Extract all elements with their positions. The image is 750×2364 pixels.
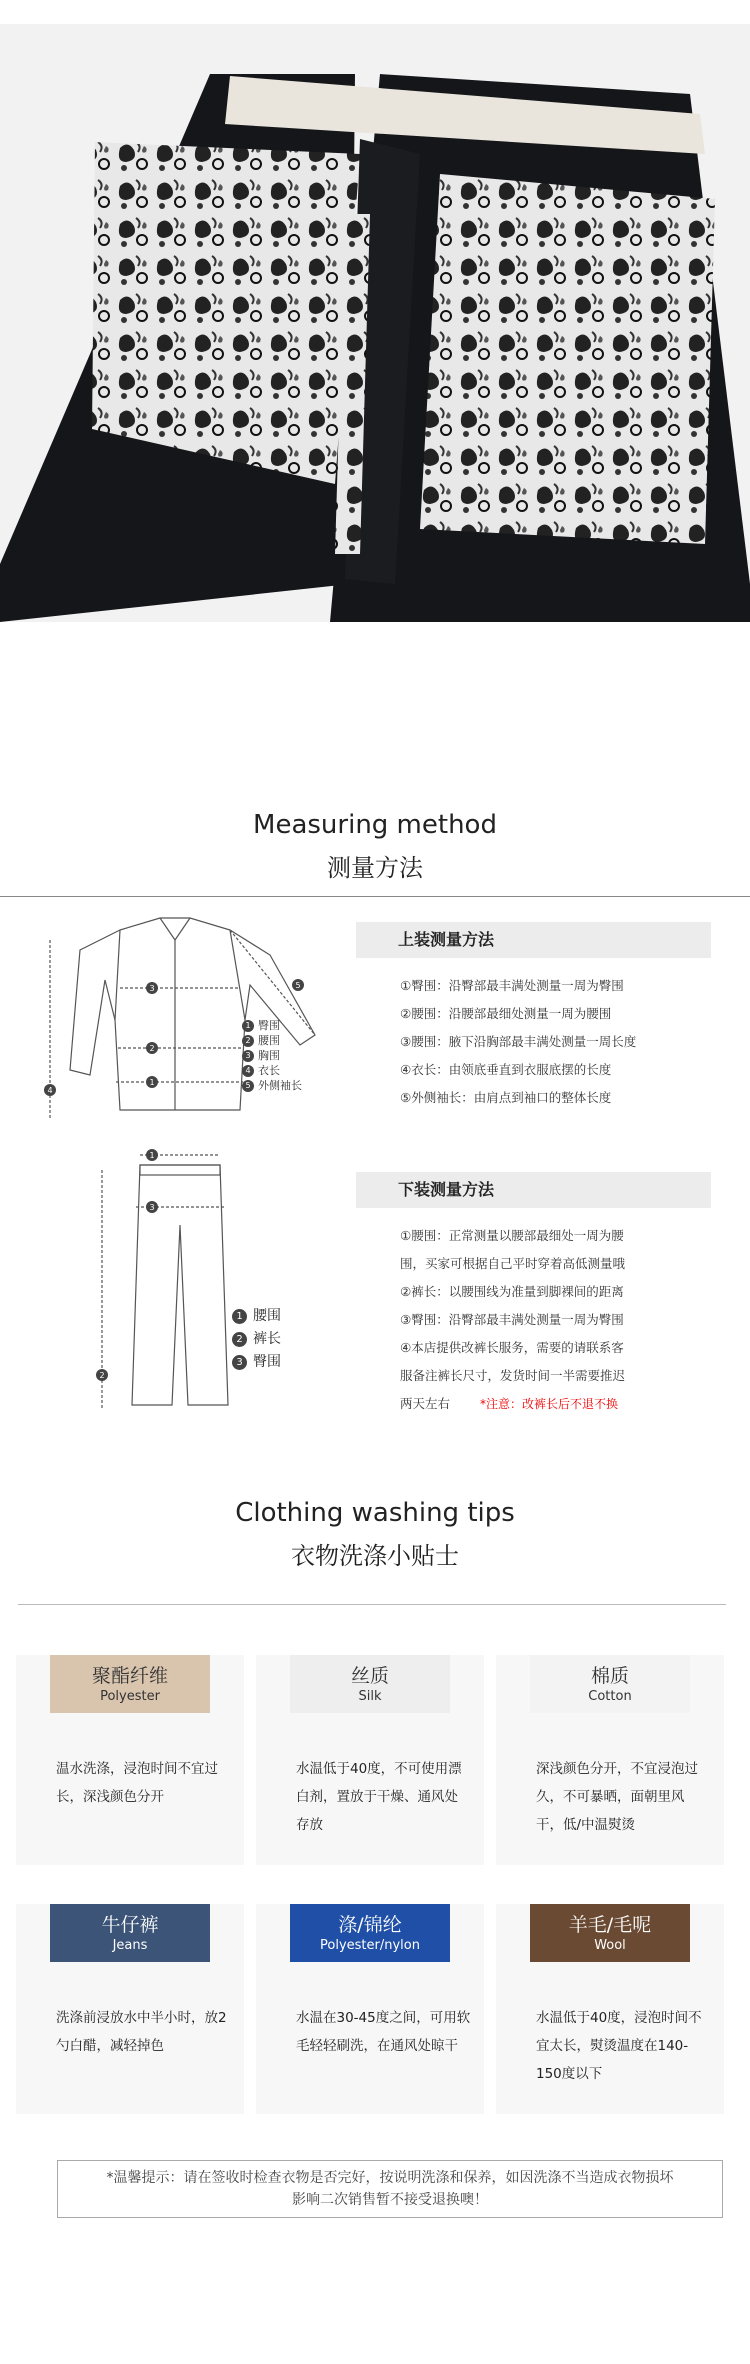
svg-text:2: 2 xyxy=(149,1044,155,1053)
care-card-jeans xyxy=(16,1904,244,2114)
care-instructions: 洗涤前浸放水中半小时，放2勺白醋，减轻掉色 xyxy=(56,2010,227,2054)
measuring-title-cn: 测量方法 xyxy=(327,854,423,882)
section-divider xyxy=(0,896,750,897)
svg-text:1: 1 xyxy=(149,1078,155,1087)
fabric-name-cn: 棉质 xyxy=(590,1665,629,1687)
top-measure-line: ②腰围：沿腰部最细处测量一周为腰围 xyxy=(400,1006,612,1021)
fabric-swatch xyxy=(290,1904,450,1962)
svg-text:2: 2 xyxy=(99,1371,105,1380)
top-measure-line: ①臀围：沿臀部最丰满处测量一周为臀围 xyxy=(400,978,624,993)
care-card-cotton xyxy=(496,1655,724,1865)
bottom-measure-text xyxy=(400,1222,625,1418)
fabric-name-en: Polyester xyxy=(100,1689,160,1704)
bottom-legend xyxy=(232,1305,281,1374)
top-measure-line: ⑤外侧袖长：由肩点到袖口的整体长度 xyxy=(400,1090,612,1105)
svg-text:3: 3 xyxy=(149,1203,155,1212)
care-instructions: 温水洗涤，浸泡时间不宜过长，深浅颜色分开 xyxy=(56,1761,218,1805)
fabric-name-cn: 丝质 xyxy=(350,1665,389,1687)
shirt-diagram xyxy=(40,910,350,1130)
svg-text:4: 4 xyxy=(47,1086,53,1095)
care-instructions: 水温在30-45度之间，可用软毛轻轻刷洗，在通风处晾干 xyxy=(296,2010,471,2054)
fabric-name-cn: 牛仔裤 xyxy=(101,1914,159,1936)
bottom-measure-line: 围，买家可根据自己平时穿着高低测量哦 xyxy=(400,1256,626,1271)
svg-text:1: 1 xyxy=(149,1151,155,1160)
top-measure-text xyxy=(400,972,636,1112)
fabric-name-en: Jeans xyxy=(112,1938,148,1953)
bottom-measure-line: ②裤长：以腰围线为准量到脚裸间的距离 xyxy=(400,1284,624,1299)
care-card-polyester-nylon xyxy=(256,1904,484,2114)
fabric-swatch xyxy=(290,1655,450,1713)
measuring-title-en: Measuring method xyxy=(253,810,497,840)
svg-text:3: 3 xyxy=(149,984,155,993)
product-photo xyxy=(0,24,750,622)
care-instructions: 水温低于40度，浸泡时间不宜太长，熨烫温度在140-150度以下 xyxy=(536,2010,702,2082)
top-legend-item: 3 胸围 xyxy=(242,1048,302,1063)
top-measure-line: ④衣长：由领底垂直到衣服底摆的长度 xyxy=(400,1062,612,1077)
washing-title-en: Clothing washing tips xyxy=(235,1498,515,1528)
fabric-swatch xyxy=(530,1904,690,1962)
bottom-measure-line: ①腰围：正常测量以腰部最细处一周为腰 xyxy=(400,1228,624,1243)
care-instructions: 水温低于40度，不可使用漂白剂，置放于干燥、通风处存放 xyxy=(296,1761,462,1833)
fabric-name-cn: 羊毛/毛呢 xyxy=(568,1914,652,1936)
care-card-wool xyxy=(496,1904,724,2114)
svg-text:5: 5 xyxy=(295,981,301,990)
washing-divider xyxy=(18,1604,726,1605)
bottom-legend-item: 2 裤长 xyxy=(232,1328,281,1351)
top-legend-item: 1 臀围 xyxy=(242,1018,302,1033)
care-card-polyester xyxy=(16,1655,244,1865)
top-measure-line: ③腰围：腋下沿胸部最丰满处测量一周长度 xyxy=(400,1034,637,1049)
care-card-silk xyxy=(256,1655,484,1865)
fabric-name-cn: 涤/锦纶 xyxy=(338,1914,402,1936)
trouser-diagram xyxy=(80,1145,260,1415)
warm-tip-line: 影响二次销售暂不接受退换噢！ xyxy=(292,2192,488,2208)
top-measure-heading: 上装测量方法 xyxy=(356,922,711,958)
washing-title-cn: 衣物洗涤小贴士 xyxy=(291,1542,459,1570)
top-legend-item: 5 外侧袖长 xyxy=(242,1078,302,1093)
fabric-name-en: Polyester/nylon xyxy=(320,1938,420,1953)
care-instructions: 深浅颜色分开，不宜浸泡过久，不可暴晒，面朝里风干，低/中温熨烫 xyxy=(536,1761,698,1833)
top-legend xyxy=(242,1018,302,1093)
bottom-measure-line-last: 两天左右 *注意：改裤长后不退不换 xyxy=(400,1396,619,1411)
fabric-swatch xyxy=(50,1655,210,1713)
top-legend-item: 2 腰围 xyxy=(242,1033,302,1048)
fabric-swatch xyxy=(50,1904,210,1962)
fabric-name-en: Silk xyxy=(358,1689,382,1704)
bottom-legend-item: 3 臀围 xyxy=(232,1351,281,1374)
warm-tip-box xyxy=(57,2160,723,2218)
bottom-measure-line: ④本店提供改裤长服务，需要的请联系客 xyxy=(400,1340,624,1355)
bottom-measure-line: ③臀围：沿臀部最丰满处测量一周为臀围 xyxy=(400,1312,624,1327)
warm-tip-line: *温馨提示：请在签收时检查衣物是否完好，按说明洗涤和保养，如因洗涤不当造成衣物损坏 xyxy=(106,2170,674,2186)
fabric-name-en: Wool xyxy=(594,1938,626,1953)
no-return-note: *注意：改裤长后不退不换 xyxy=(480,1397,619,1411)
bottom-legend-item: 1 腰围 xyxy=(232,1305,281,1328)
bottom-measure-heading: 下装测量方法 xyxy=(356,1172,711,1208)
fabric-name-en: Cotton xyxy=(588,1689,632,1704)
bottom-measure-line: 服备注裤长尺寸，发货时间一半需要推迟 xyxy=(400,1368,626,1383)
fabric-name-cn: 聚酯纤维 xyxy=(91,1665,168,1687)
fabric-swatch xyxy=(530,1655,690,1713)
top-legend-item: 4 衣长 xyxy=(242,1063,302,1078)
